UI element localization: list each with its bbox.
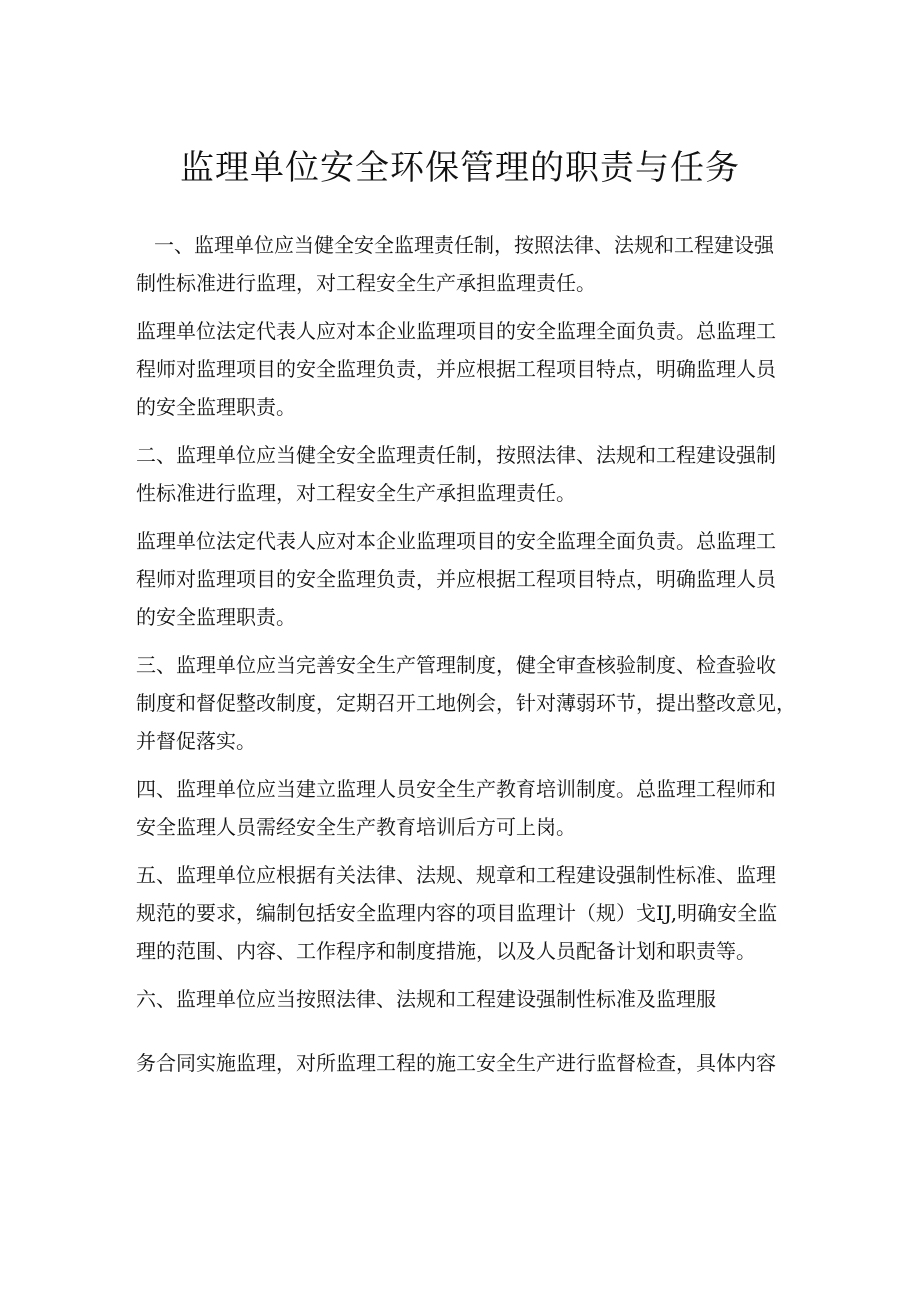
- paragraph-line: 制度和督促整改制度，定期召开工地例会，针对薄弱环节，提出整改意见，: [136, 691, 796, 715]
- paragraph-line: 制性标准进行监理，对工程安全生产承担监理责任。: [136, 271, 596, 295]
- paragraph-6: [136, 770, 800, 846]
- paragraph-1: [136, 226, 800, 302]
- paragraph-line: 安全监理人员需经安全生产教育培训后方可上岗。: [136, 815, 576, 839]
- paragraph-5: [136, 646, 800, 760]
- paragraph-line: 四、监理单位应当建立监理人员安全生产教育培训制度。总监理工程师和: [136, 777, 776, 801]
- paragraph-7: [136, 856, 800, 970]
- paragraph-3: [136, 436, 800, 512]
- document-body: [136, 226, 800, 1092]
- paragraph-line: 监理单位法定代表人应对本企业监理项目的安全监理全面负责。总监理工: [136, 529, 776, 553]
- paragraph-line: 六、监理单位应当按照法律、法规和工程建设强制性标准及监理服: [136, 987, 716, 1011]
- paragraph-line: 性标准进行监理，对工程安全生产承担监理责任。: [136, 481, 576, 505]
- paragraph-line: 二、监理单位应当健全安全监理责任制，按照法律、法规和工程建设强制: [136, 443, 776, 467]
- paragraph-line: 一、监理单位应当健全安全监理责任制，按照法律、法规和工程建设强: [154, 233, 774, 257]
- paragraph-4: [136, 522, 800, 636]
- paragraph-2: [136, 312, 800, 426]
- paragraph-line: 的安全监理职责。: [136, 395, 296, 419]
- paragraph-line: 三、监理单位应当完善安全生产管理制度，健全审查核验制度、检查验收: [136, 653, 776, 677]
- paragraph-line: 务合同实施监理，对所监理工程的施工安全生产进行监督检查，具体内容: [136, 1051, 776, 1075]
- document-title: 监理单位安全环保管理的职责与任务: [180, 148, 740, 188]
- paragraph-line: 程师对监理项目的安全监理负责，并应根据工程项目特点，明确监理人员: [136, 357, 776, 381]
- paragraph-8: [136, 980, 800, 1018]
- paragraph-line: 并督促落实。: [136, 729, 256, 753]
- paragraph-line: 的安全监理职责。: [136, 605, 296, 629]
- paragraph-line: 程师对监理项目的安全监理负责，并应根据工程项目特点，明确监理人员: [136, 567, 776, 591]
- paragraph-line: 监理单位法定代表人应对本企业监理项目的安全监理全面负责。总监理工: [136, 319, 776, 343]
- paragraph-9: [136, 1044, 800, 1082]
- paragraph-line: 理的范围、内容、工作程序和制度措施，以及人员配备计划和职责等。: [136, 939, 756, 963]
- paragraph-line: 规范的要求，编制包括安全监理内容的项目监理计（规）戈IJ,明确安全监: [136, 901, 778, 925]
- paragraph-line: 五、监理单位应根据有关法律、法规、规章和工程建设强制性标准、监理: [136, 863, 776, 887]
